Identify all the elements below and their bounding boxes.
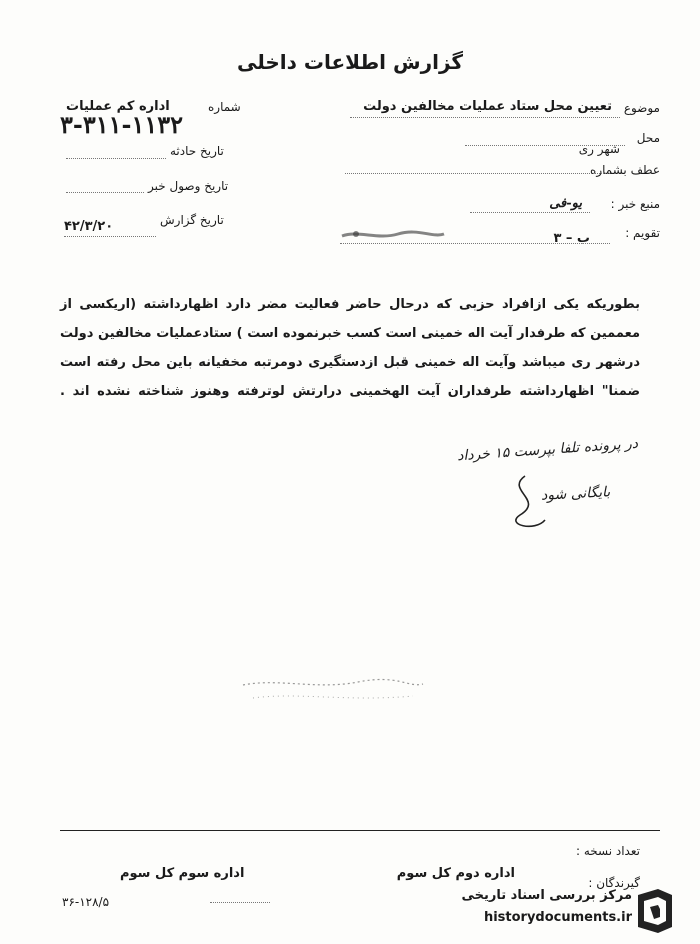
number-label: شماره [208, 100, 241, 114]
body-line: بطوریکه یکی ازافراد حزبی که درحال حاضر فعالیت مضر دارد اظهارداشته (اریکسی از [60, 297, 640, 312]
report-date-line [64, 236, 156, 237]
recipient-1: اداره دوم کل سوم [396, 866, 515, 881]
source-label: منبع خبر : [610, 197, 660, 211]
doc-code: ۳۶-۱۲۸/۵ [62, 895, 110, 909]
subject-line [350, 117, 620, 118]
report-body [60, 290, 640, 406]
footer-dots [210, 902, 270, 903]
ref-line [345, 173, 610, 174]
receive-date-label: تاریخ وصول خبر [148, 179, 229, 193]
recipient-2: اداره سوم کل سوم [120, 866, 245, 881]
place-value: شهر ری [578, 142, 620, 156]
report-date-label: تاریخ گزارش [160, 213, 224, 227]
faded-stamp [238, 660, 428, 710]
watermark-url: historydocuments.ir [483, 910, 632, 925]
receive-date-line [66, 192, 144, 193]
source-line [470, 212, 590, 213]
footer-divider [60, 830, 660, 831]
incident-date-label: تاریخ حادثه [170, 144, 224, 158]
number-value: اداره کم عملیات [66, 99, 170, 114]
subject-value: تعیین محل ستاد عملیات مخالفین دولت [363, 99, 612, 114]
rating-value: ب – ۳ [553, 231, 590, 246]
copies-label: تعداد نسخه : [575, 844, 640, 858]
ink-smudge [338, 222, 448, 246]
recipients-label: گیرندگان : [588, 876, 640, 890]
ref-label: عطف بشماره [590, 163, 660, 177]
watermark-name: مرکز بررسی اسناد تاریخی [461, 888, 632, 903]
annotation-line-2: بایگانی شود [540, 484, 611, 504]
report-date-value: ۴۲/۳/۲۰ [64, 219, 114, 234]
source-value: یو-فی [549, 196, 582, 211]
number-handwritten: ۳-۳۱۱-۱۱۳۲ [60, 110, 184, 139]
place-line [465, 145, 625, 146]
incident-date-line [66, 158, 166, 159]
subject-label: موضوع [623, 101, 660, 115]
book-logo-icon [632, 885, 678, 935]
annotation-line-1: در پرونده تلفا بپرست ۱۵ خرداد [456, 435, 639, 465]
body-line: درشهر ری میباشد وآیت اله خمینی قبل ازدستگیری دومرتبه مخفیانه باین محل رفته است [60, 355, 640, 370]
body-line: معممین که طرفدار آیت اله خمینی است کسب خبرنموده است ) ستادعملیات مخالفین دولت [60, 326, 640, 341]
body-line: ضمنا" اظهارداشته طرفداران آیت الهخمینی درارتش لوترفته وهنوز شناخته نشده اند . [60, 384, 640, 399]
place-label: محل [636, 131, 660, 145]
rating-label: تقویم : [625, 226, 660, 240]
signature [495, 470, 555, 540]
report-title: گزارش اطلاعات داخلی [236, 50, 464, 74]
